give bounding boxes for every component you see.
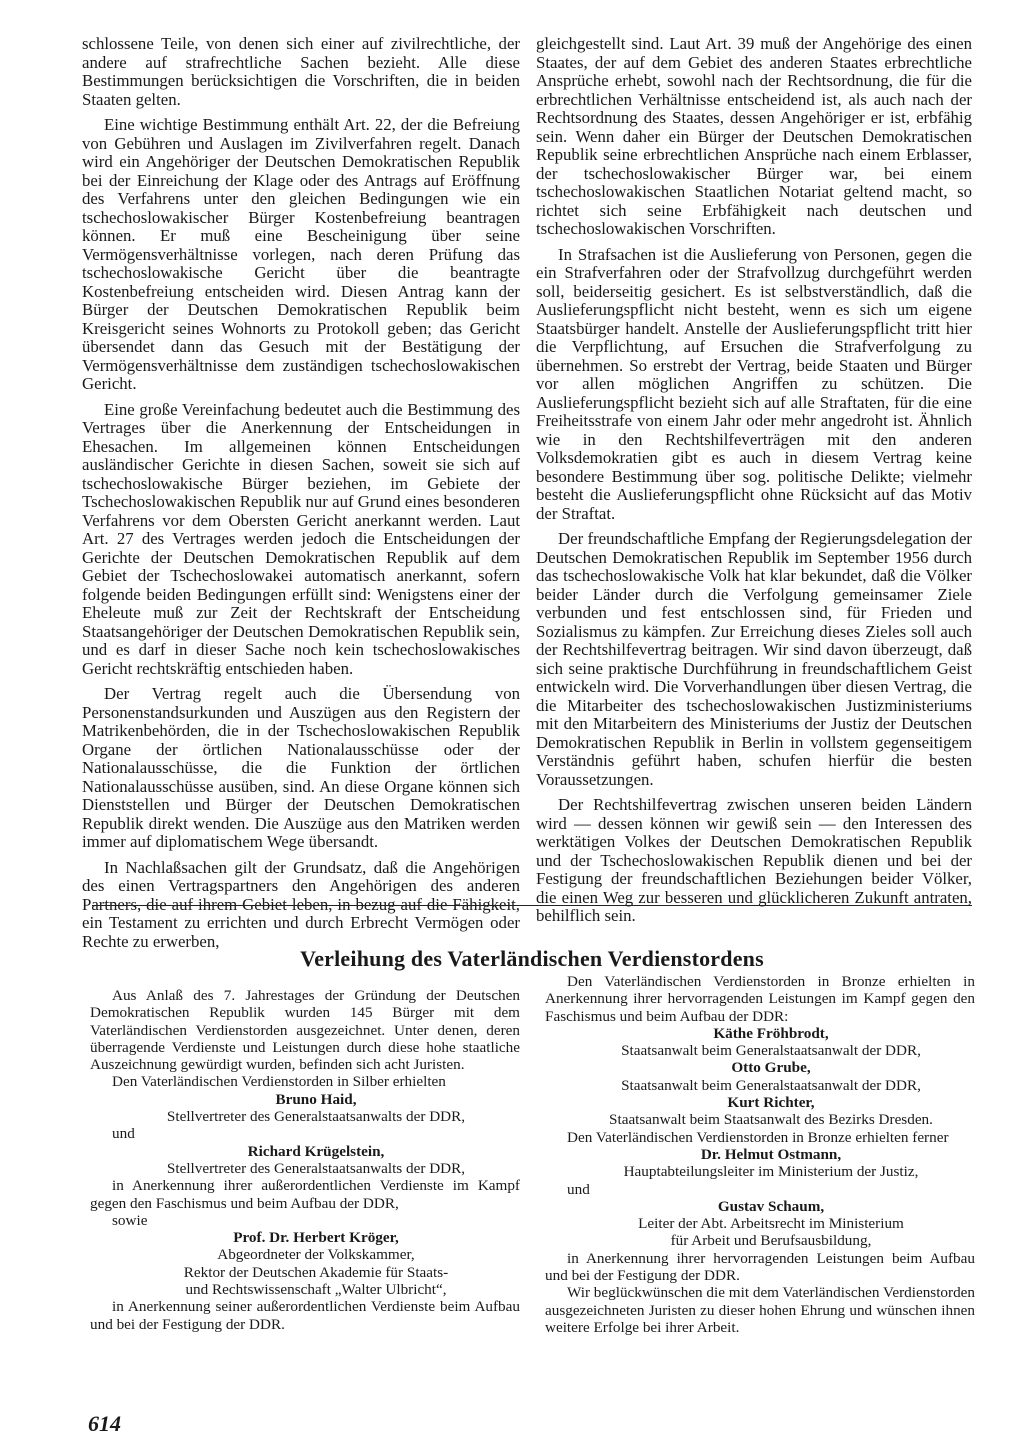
awardee-role: Staatsanwalt beim Generalstaatsanwalt der DDR,	[621, 1042, 921, 1060]
page-number: 614	[88, 1411, 121, 1436]
paragraph: Der freundschaftliche Empfang der Regierungsdelegation der Deutschen Demokratischen Republik im September 1956 durch das tschechoslowakische Volk hat klar bekundet, daß die Völker beider Länder durch die Verfolgung gemeinsamer Ziele verbunden und fest entschlossen sind, für Frieden und Sozialismus zu kämpfen. Zur Erreichung dieses Zieles soll auch der Rechtshilfevertrag beitragen. Wir sind davon überzeugt, daß sich seine praktische Durchführung in freundschaftlichem Geist entwickeln wird. Die Vorverhandlungen über diesen Vertrag, die die Mitarbeiter des tschechoslowakischen Justizministeriums mit den Mitarbeitern des Ministeriums der Justiz der Deutschen Demokratischen Republik in Berlin in vollstem gegenseitigem Verständnis geführt haben, schufen hierfür die besten Voraussetzungen.	[536, 529, 972, 789]
silver-heading: Den Vaterländischen Verdienstorden in Silber erhielten	[112, 1073, 446, 1091]
paragraph: schlossene Teile, von denen sich einer auf zivilrechtliche, der andere auf strafrechtliche Sachen bezieht. Alle diese Bestimmungen berücksichtigen die Vorschriften, die in beiden Staaten gelten.	[82, 34, 520, 109]
award-reason: in Anerkennung ihrer außerordentlichen Verdienste im Kampf gegen den Faschismus und beim Aufbau der DDR,	[90, 1177, 520, 1212]
awardee-name: Richard Krügelstein,	[247, 1142, 385, 1160]
award-column-left	[90, 987, 520, 1333]
award-column-right	[545, 973, 975, 1336]
paragraph: Der Rechtshilfevertrag zwischen unseren beiden Ländern wird — dessen können wir gewiß sein — den Interessen des werktätigen Volkes der Deutschen Demokratischen Republik und der Tschechoslowakischen Republik dienen und bei der Festigung der freundschaftlichen Beziehungen beider Völker, die einen Weg zur besseren und glücklicheren Zukunft antraten, behilflich sein.	[536, 795, 972, 925]
article-column-left	[82, 35, 520, 951]
conjunction: und	[567, 1180, 590, 1198]
award-intro: Aus Anlaß des 7. Jahrestages der Gründung der Deutschen Demokratischen Republik wurden 145 Bürger mit dem Vaterländischen Verdienstorden ausgezeichnet. Unter denen, deren überragende Verdienste und Leistungen durch diese hohe staatliche Auszeichnung gewürdigt wurden, befinden sich acht Juristen.	[90, 987, 520, 1074]
awardee-name: Gustav Schaum,	[717, 1197, 825, 1215]
awardee-role: Staatsanwalt beim Staatsanwalt des Bezirks Dresden.	[609, 1111, 933, 1129]
paragraph: Eine wichtige Bestimmung enthält Art. 22, der die Befreiung von Gebühren und Auslagen im Zivilverfahren regelt. Danach wird ein Angehöriger der Deutschen Demokratischen Republik bei der Einreichung der Klage oder des Antrags auf Eröffnung des Verfahrens unter den gleichen Bedingungen wie ein tschechoslowakischer Bürger Kostenbefreiung beantragen können. Er muß eine Bescheinigung über seine Vermögensverhältnisse vorlegen, nach deren Prüfung das tschechoslowakische Gericht über die beantragte Kostenbefreiung entscheiden wird. Diesen Antrag kann der Bürger der Deutschen Demokratischen Republik beim Kreisgericht seines Wohnorts zu Protokoll geben; das Gericht übersendet dann das Gesuch mit der Bestätigung der Vermögensverhältnisse dem zuständigen tschechoslowakischen Gericht.	[82, 115, 520, 393]
conjunction: und	[112, 1125, 135, 1143]
closing-remark: Wir beglückwünschen die mit dem Vaterländischen Verdienstorden ausgezeichneten Juristen zu dieser hohen Ehrung und wünschen ihnen weitere Erfolge bei ihrer Arbeit.	[545, 1284, 975, 1336]
awardee-role: Stellvertreter des Generalstaatsanwalts der DDR,	[166, 1159, 466, 1177]
paragraph: In Nachlaßsachen gilt der Grundsatz, daß die Angehörigen des einen Vertragspartners den Angehörigen des anderen Partners, die auf ihrem Gebiet leben, in bezug auf die Fähigkeit, ein Testament zu errichten und durch Erbrecht Vermögen oder Rechte zu erwerben,	[82, 857, 520, 951]
awardee-name: Dr. Helmut Ostmann,	[700, 1145, 842, 1163]
awardee-role: Staatsanwalt beim Generalstaatsanwalt der DDR,	[621, 1076, 921, 1094]
paragraph: In Strafsachen ist die Auslieferung von Personen, gegen die ein Strafverfahren oder der Strafvollzug durchgeführt werden soll, beiderseitig gesichert. Es ist selbstverständlich, daß die Auslieferungspflicht nicht besteht, wenn es sich um eigene Staatsbürger handelt. Anstelle der Auslieferungspflicht tritt hier die Verpflichtung, auf Ersuchen die Strafverfolgung zu übernehmen. So erstrebt der Vertrag, beide Staaten und Bürger vor allen möglichen Angriffen zu schützen. Die Auslieferungspflicht bezieht sich auf alle Straftaten, für die eine Freiheitsstrafe von einem Jahr oder mehr angedroht ist. Ähnlich wie in den Rechtshilfeverträgen mit den anderen Volksdemokratien gibt es auch in diesem Vertrag keine besondere Bestimmung über sog. politische Delikte; vielmehr besteht die Auslieferungspflicht ohne Rücksicht auf das Motiv der Straftat.	[536, 244, 972, 523]
bronze-intro: Den Vaterländischen Verdienstorden in Bronze erhielten in Anerkennung ihrer hervorragenden Leistungen im Kampf gegen den Faschismus und beim Aufbau der DDR:	[545, 973, 975, 1025]
awardee-name: Käthe Fröhbrodt,	[713, 1024, 829, 1042]
bronze-further: Den Vaterländischen Verdienstorden in Bronze erhielten ferner	[567, 1128, 949, 1146]
section-divider	[92, 905, 972, 906]
article-column-right	[536, 35, 972, 926]
awardee-role: Hauptabteilungsleiter im Ministerium der Justiz,	[623, 1163, 919, 1181]
section-title: Verleihung des Vaterländischen Verdienstordens	[300, 946, 764, 971]
awardee-role: Abgeordneter der Volkskammer,	[217, 1246, 415, 1264]
paragraph: Der Vertrag regelt auch die Übersendung von Personenstandsurkunden und Auszügen aus den Registern der Matrikenbehörden, die in der Tschechoslowakischen Republik Organe der örtlichen Nationalausschüsse oder der Nationalausschüsse, die die Funktion der örtlichen Nationalausschüsse ausüben, sind. An diese Organe können sich Dienststellen und Bürger der Deutschen Demokratischen Republik direkt wenden. Die Auszüge aus den Matriken werden immer auf diplomatischem Wege übersandt.	[82, 684, 520, 851]
awardee-name: Bruno Haid,	[275, 1090, 357, 1108]
awardee-role: für Arbeit und Berufsausbildung,	[670, 1232, 872, 1250]
award-reason: in Anerkennung ihrer hervorragenden Leistungen beim Aufbau und bei der Festigung der DDR.	[545, 1249, 975, 1285]
conjunction: sowie	[112, 1211, 148, 1229]
awardee-name: Prof. Dr. Herbert Kröger,	[233, 1229, 399, 1247]
awardee-role: Stellvertreter des Generalstaatsanwalts der DDR,	[166, 1108, 466, 1126]
award-reason: in Anerkennung seiner außerordentlichen Verdienste beim Aufbau und bei der Festigung der DDR.	[90, 1298, 520, 1333]
awardee-role: Rektor der Deutschen Akademie für Staats-	[183, 1263, 449, 1281]
paragraph: gleichgestellt sind. Laut Art. 39 muß der Angehörige des einen Staates, der auf dem Gebiet des anderen Staates erbrechtliche Ansprüche erhebt, sowohl nach der Rechtsordnung, die für die erbrechtlichen Verhältnisse entscheidend ist, als auch nach der Rechtsordnung des Staates, dessen Angehöriger er ist, erbfähig sein. Wenn daher ein Bürger der Deutschen Demokratischen Republik seine erbrechtlichen Ansprüche nach einem Erblasser, der tschechoslowakischer Bürger war, bei einem tschechoslowakischen Staatlichen Notariat geltend macht, so richtet sich seine Erbfähigkeit nach deutschen und tschechoslowakischen Vorschriften.	[536, 34, 972, 238]
awardee-name: Otto Grube,	[731, 1059, 811, 1077]
paragraph: Eine große Vereinfachung bedeutet auch die Bestimmung des Vertrages über die Anerkennung der Entscheidungen in Ehesachen. Im allgemeinen können Entscheidungen ausländischer Gerichte in diesen Sachen, soweit sie sich auf tschechoslowakische Bürger beziehen, im Gebiete der Tschechoslowakischen Republik nur auf Grund eines besonderen Verfahrens vor dem Obersten Gericht anerkannt werden. Laut Art. 27 des Vertrages werden jedoch die Entscheidungen der Gerichte der Deutschen Demokratischen Republik auf dem Gebiet der Tschechoslowakei automatisch anerkannt, sofern folgende beiden Bedingungen erfüllt sind: Wenigstens einer der Eheleute muß zur Zeit der Rechtskraft der Entscheidung Staatsangehöriger der Deutschen Demokratischen Republik sein, und es darf in dieser Sache noch kein tschechoslowakisches Gericht rechtskräftig entschieden haben.	[82, 399, 520, 678]
awardee-name: Kurt Richter,	[727, 1094, 815, 1112]
awardee-role: und Rechtswissenschaft „Walter Ulbricht“,	[185, 1281, 447, 1299]
awardee-role: Leiter der Abt. Arbeitsrecht im Ministerium	[638, 1215, 904, 1233]
